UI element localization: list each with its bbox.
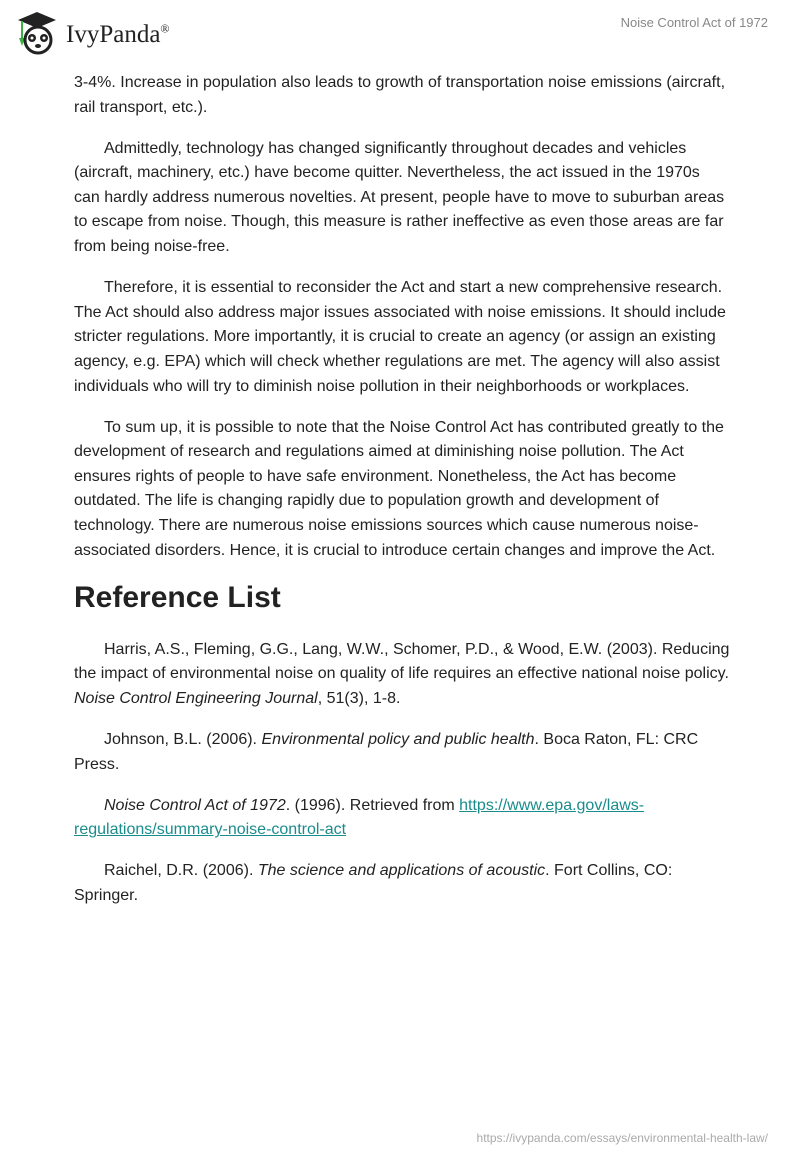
reference-item (74, 638, 730, 712)
reference-link[interactable]: https://www.epa.gov/laws-regulations/summary-noise-control-act (74, 796, 645, 839)
reference-item (74, 859, 730, 908)
paragraph: 3-4%. Increase in population also leads to growth of transportation noise emissions (aircraft, rail transport, etc.). (74, 74, 726, 116)
paragraph: To sum up, it is possible to note that the Noise Control Act has contributed greatly to the development of research and regulations aimed at diminishing noise pollution. The Act ensures rights of people to have safe environment. Nonetheless, the Act has become outdated. The life is changing rapidly due to population growth and development of technology. There are numerous noise emissions sources which cause numerous noise-associated disorders. Hence, it is crucial to introduce certain changes and improve the Act. (74, 418, 724, 559)
reference-text: Harris, A.S., Fleming, G.G., Lang, W.W., Schomer, P.D., & Wood, E.W. (2003). Reducing the impact of environmental noise on quality of life requires an effective national noise policy. (74, 640, 730, 683)
panda-graduate-icon (14, 8, 60, 56)
reference-list-heading: Reference List (74, 580, 281, 614)
paragraph: Therefore, it is essential to reconsider the Act and start a new comprehensive research. The Act should also address major issues associated with noise emissions. It should include stricter regulations. More importantly, it is crucial to create an agency (or assign an existing agency, e.g. EPA) which will check whether regulations are met. The agency will also assist individuals who will try to diminish noise pollution in their neighborhoods or workplaces. (74, 279, 726, 395)
reference-text: . Boca Raton, FL: CRC Press. (74, 730, 699, 773)
paragraph: Admittedly, technology has changed significantly throughout decades and vehicles (aircraft, machinery, etc.) have become quitter. Nevertheless, the act issued in the 1970s can hardly address numerous novelties. At present, people have to move to suburban areas to escape from noise. Though, this measure is rather ineffective as even those areas are far from being noise-free. (74, 139, 725, 256)
reference-title: Noise Control Engineering Journal (74, 689, 318, 707)
reference-text: Johnson, B.L. (2006). (104, 730, 262, 748)
reference-text: . (1996). Retrieved from (285, 796, 460, 814)
registered-mark: ® (160, 21, 170, 36)
reference-item (74, 794, 730, 843)
reference-item (74, 728, 730, 777)
page-header (0, 0, 800, 60)
reference-title: Environmental policy and public health (261, 730, 535, 748)
reference-title: The science and applications of acoustic (257, 862, 546, 880)
reference-title: Noise Control Act of 1972 (104, 796, 286, 814)
reference-text: , 51(3), 1-8. (317, 689, 401, 707)
reference-text: Raichel, D.R. (2006). (104, 862, 258, 880)
logo-text: IvyPanda (66, 21, 161, 48)
footer-url: https://ivypanda.com/essays/environmental-health-law/ (476, 1131, 768, 1145)
essay-content (74, 71, 730, 925)
ivypanda-logo[interactable] (14, 8, 170, 56)
reference-text: . Fort Collins, CO: Springer. (74, 862, 673, 904)
document-title: Noise Control Act of 1972 (620, 15, 768, 30)
